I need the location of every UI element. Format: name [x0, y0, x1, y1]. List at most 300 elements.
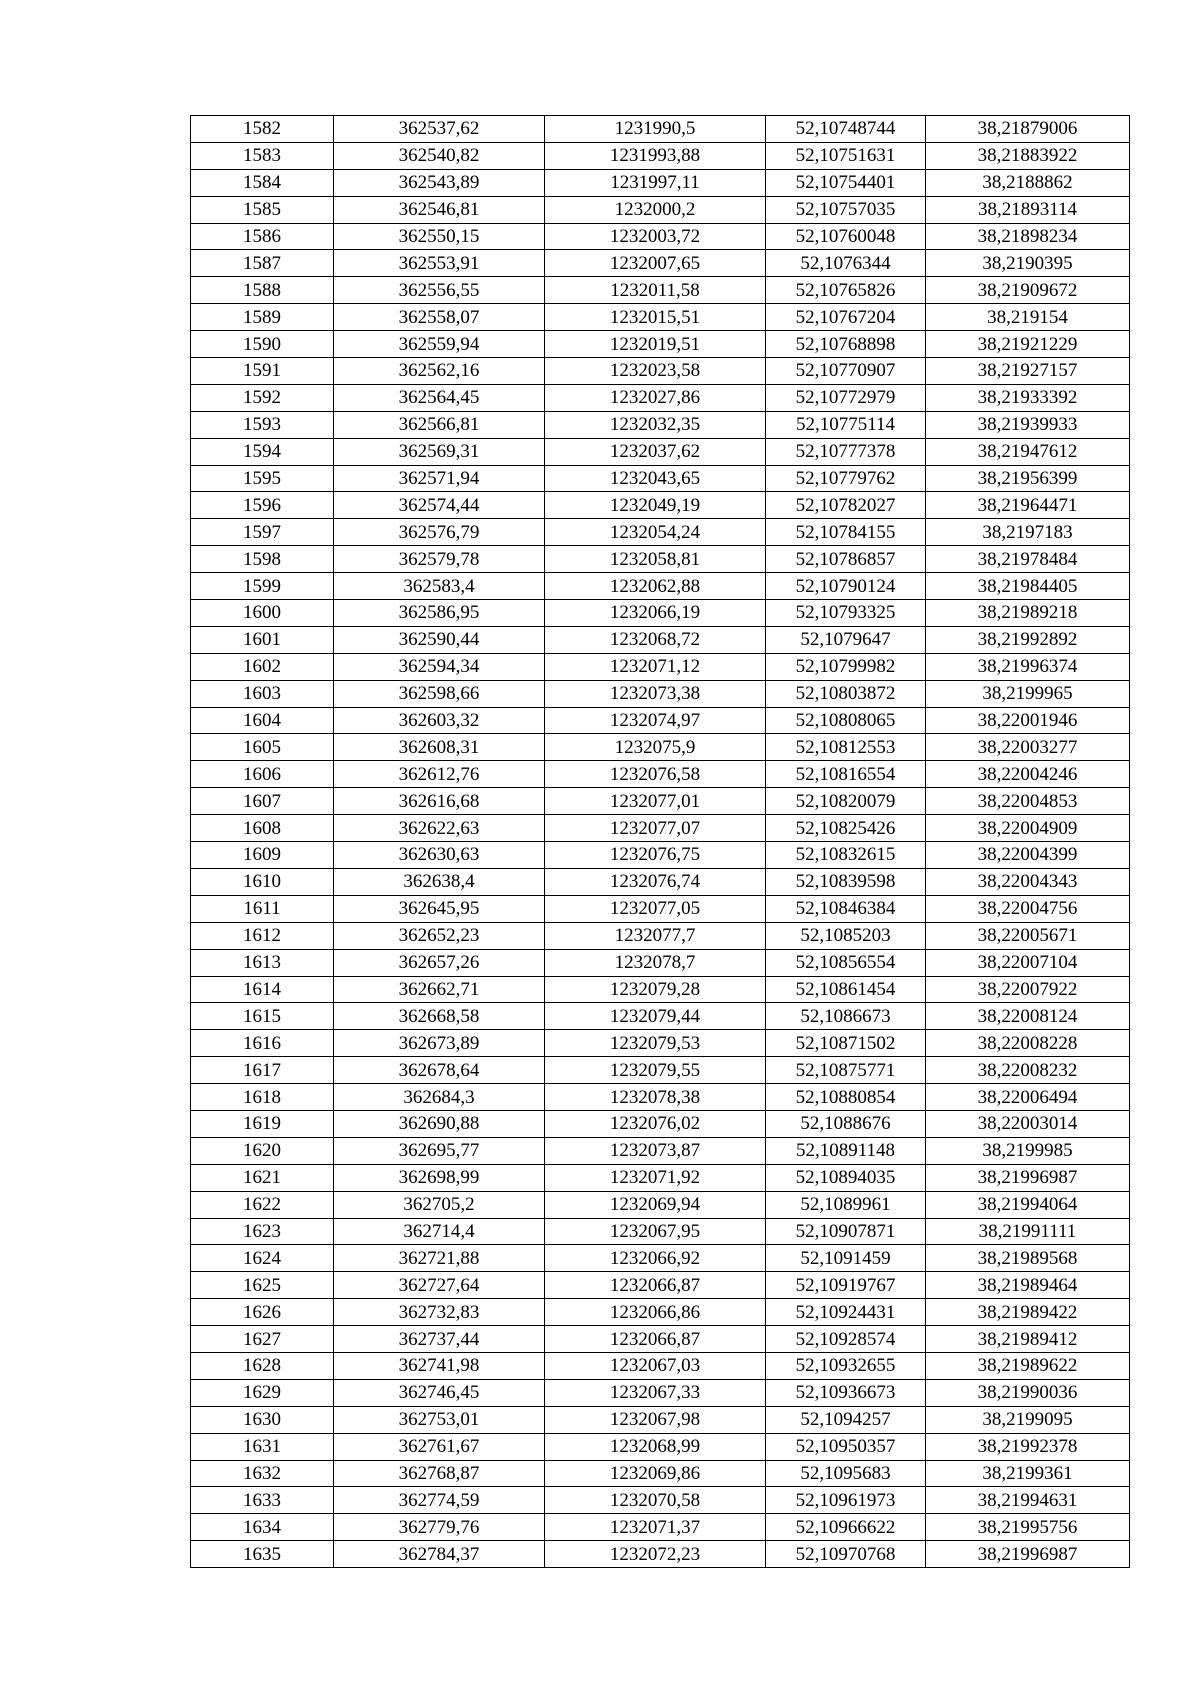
table-row [191, 277, 1130, 304]
point-number-cell: 1594 [191, 438, 334, 465]
x-coordinate-cell: 362559,94 [334, 331, 545, 358]
y-coordinate-cell: 1232073,87 [545, 1137, 766, 1164]
latitude-cell: 52,10765826 [766, 277, 926, 304]
coordinates-table [190, 115, 1130, 1568]
y-coordinate-cell: 1232078,38 [545, 1084, 766, 1111]
point-number-cell: 1591 [191, 358, 334, 385]
y-coordinate-cell: 1232067,33 [545, 1379, 766, 1406]
latitude-cell: 52,1089961 [766, 1191, 926, 1218]
latitude-cell: 52,1091459 [766, 1245, 926, 1272]
y-coordinate-cell: 1232066,87 [545, 1326, 766, 1353]
y-coordinate-cell: 1232043,65 [545, 465, 766, 492]
point-number-cell: 1600 [191, 600, 334, 627]
point-number-cell: 1590 [191, 331, 334, 358]
y-coordinate-cell: 1232023,58 [545, 358, 766, 385]
y-coordinate-cell: 1232037,62 [545, 438, 766, 465]
x-coordinate-cell: 362608,31 [334, 734, 545, 761]
point-number-cell: 1598 [191, 546, 334, 573]
y-coordinate-cell: 1232079,53 [545, 1030, 766, 1057]
table-row [191, 1110, 1130, 1137]
table-row [191, 922, 1130, 949]
y-coordinate-cell: 1232077,01 [545, 788, 766, 815]
latitude-cell: 52,1088676 [766, 1110, 926, 1137]
table-row [191, 788, 1130, 815]
x-coordinate-cell: 362714,4 [334, 1218, 545, 1245]
table-row [191, 949, 1130, 976]
point-number-cell: 1595 [191, 465, 334, 492]
table-row [191, 1460, 1130, 1487]
y-coordinate-cell: 1232078,7 [545, 949, 766, 976]
table-row [191, 1379, 1130, 1406]
y-coordinate-cell: 1232067,98 [545, 1406, 766, 1433]
latitude-cell: 52,10767204 [766, 304, 926, 331]
y-coordinate-cell: 1232027,86 [545, 384, 766, 411]
y-coordinate-cell: 1232076,58 [545, 761, 766, 788]
latitude-cell: 52,10871502 [766, 1030, 926, 1057]
x-coordinate-cell: 362562,16 [334, 358, 545, 385]
point-number-cell: 1619 [191, 1110, 334, 1137]
table-row [191, 1084, 1130, 1111]
y-coordinate-cell: 1232079,44 [545, 1003, 766, 1030]
x-coordinate-cell: 362690,88 [334, 1110, 545, 1137]
y-coordinate-cell: 1232068,72 [545, 626, 766, 653]
latitude-cell: 52,10970768 [766, 1541, 926, 1568]
point-number-cell: 1623 [191, 1218, 334, 1245]
latitude-cell: 52,10775114 [766, 411, 926, 438]
latitude-cell: 52,10856554 [766, 949, 926, 976]
y-coordinate-cell: 1232011,58 [545, 277, 766, 304]
point-number-cell: 1601 [191, 626, 334, 653]
table-row [191, 976, 1130, 1003]
longitude-cell: 38,21996987 [926, 1541, 1130, 1568]
x-coordinate-cell: 362662,71 [334, 976, 545, 1003]
x-coordinate-cell: 362576,79 [334, 519, 545, 546]
x-coordinate-cell: 362546,81 [334, 196, 545, 223]
y-coordinate-cell: 1232072,23 [545, 1541, 766, 1568]
x-coordinate-cell: 362768,87 [334, 1460, 545, 1487]
x-coordinate-cell: 362684,3 [334, 1084, 545, 1111]
x-coordinate-cell: 362537,62 [334, 116, 545, 143]
longitude-cell: 38,21939933 [926, 411, 1130, 438]
point-number-cell: 1585 [191, 196, 334, 223]
y-coordinate-cell: 1231993,88 [545, 142, 766, 169]
latitude-cell: 52,1079647 [766, 626, 926, 653]
x-coordinate-cell: 362645,95 [334, 895, 545, 922]
table-row [191, 1057, 1130, 1084]
table-row [191, 1433, 1130, 1460]
longitude-cell: 38,2199361 [926, 1460, 1130, 1487]
point-number-cell: 1586 [191, 223, 334, 250]
longitude-cell: 38,21989622 [926, 1352, 1130, 1379]
point-number-cell: 1582 [191, 116, 334, 143]
point-number-cell: 1602 [191, 653, 334, 680]
table-row [191, 707, 1130, 734]
latitude-cell: 52,10936673 [766, 1379, 926, 1406]
x-coordinate-cell: 362737,44 [334, 1326, 545, 1353]
point-number-cell: 1616 [191, 1030, 334, 1057]
table-row [191, 653, 1130, 680]
point-number-cell: 1607 [191, 788, 334, 815]
point-number-cell: 1587 [191, 250, 334, 277]
latitude-cell: 52,10875771 [766, 1057, 926, 1084]
y-coordinate-cell: 1232076,75 [545, 842, 766, 869]
x-coordinate-cell: 362574,44 [334, 492, 545, 519]
longitude-cell: 38,21995756 [926, 1514, 1130, 1541]
latitude-cell: 52,10777378 [766, 438, 926, 465]
x-coordinate-cell: 362558,07 [334, 304, 545, 331]
x-coordinate-cell: 362652,23 [334, 922, 545, 949]
x-coordinate-cell: 362556,55 [334, 277, 545, 304]
table-row [191, 1299, 1130, 1326]
table-row [191, 1352, 1130, 1379]
x-coordinate-cell: 362638,4 [334, 868, 545, 895]
y-coordinate-cell: 1232058,81 [545, 546, 766, 573]
x-coordinate-cell: 362571,94 [334, 465, 545, 492]
longitude-cell: 38,22005671 [926, 922, 1130, 949]
latitude-cell: 52,10846384 [766, 895, 926, 922]
y-coordinate-cell: 1232000,2 [545, 196, 766, 223]
x-coordinate-cell: 362564,45 [334, 384, 545, 411]
y-coordinate-cell: 1232071,37 [545, 1514, 766, 1541]
latitude-cell: 52,10793325 [766, 600, 926, 627]
y-coordinate-cell: 1232054,24 [545, 519, 766, 546]
point-number-cell: 1584 [191, 169, 334, 196]
y-coordinate-cell: 1232076,02 [545, 1110, 766, 1137]
point-number-cell: 1589 [191, 304, 334, 331]
table-row [191, 1137, 1130, 1164]
latitude-cell: 52,10772979 [766, 384, 926, 411]
longitude-cell: 38,22003277 [926, 734, 1130, 761]
table-row [191, 573, 1130, 600]
point-number-cell: 1631 [191, 1433, 334, 1460]
longitude-cell: 38,21898234 [926, 223, 1130, 250]
longitude-cell: 38,22008124 [926, 1003, 1130, 1030]
longitude-cell: 38,2199985 [926, 1137, 1130, 1164]
point-number-cell: 1615 [191, 1003, 334, 1030]
x-coordinate-cell: 362566,81 [334, 411, 545, 438]
latitude-cell: 52,1094257 [766, 1406, 926, 1433]
latitude-cell: 52,1076344 [766, 250, 926, 277]
longitude-cell: 38,2190395 [926, 250, 1130, 277]
latitude-cell: 52,10832615 [766, 842, 926, 869]
latitude-cell: 52,10816554 [766, 761, 926, 788]
table-row [191, 895, 1130, 922]
longitude-cell: 38,2199095 [926, 1406, 1130, 1433]
point-number-cell: 1603 [191, 680, 334, 707]
y-coordinate-cell: 1232075,9 [545, 734, 766, 761]
point-number-cell: 1629 [191, 1379, 334, 1406]
longitude-cell: 38,21921229 [926, 331, 1130, 358]
point-number-cell: 1606 [191, 761, 334, 788]
point-number-cell: 1635 [191, 1541, 334, 1568]
y-coordinate-cell: 1232070,58 [545, 1487, 766, 1514]
point-number-cell: 1597 [191, 519, 334, 546]
latitude-cell: 52,10891148 [766, 1137, 926, 1164]
x-coordinate-cell: 362732,83 [334, 1299, 545, 1326]
point-number-cell: 1622 [191, 1191, 334, 1218]
table-row [191, 1164, 1130, 1191]
y-coordinate-cell: 1232077,07 [545, 815, 766, 842]
longitude-cell: 38,21994631 [926, 1487, 1130, 1514]
longitude-cell: 38,21989412 [926, 1326, 1130, 1353]
point-number-cell: 1611 [191, 895, 334, 922]
longitude-cell: 38,21956399 [926, 465, 1130, 492]
point-number-cell: 1588 [191, 277, 334, 304]
longitude-cell: 38,22006494 [926, 1084, 1130, 1111]
point-number-cell: 1609 [191, 842, 334, 869]
point-number-cell: 1632 [191, 1460, 334, 1487]
latitude-cell: 52,10812553 [766, 734, 926, 761]
latitude-cell: 52,10907871 [766, 1218, 926, 1245]
latitude-cell: 52,10861454 [766, 976, 926, 1003]
table-row [191, 492, 1130, 519]
point-number-cell: 1628 [191, 1352, 334, 1379]
x-coordinate-cell: 362583,4 [334, 573, 545, 600]
table-row [191, 331, 1130, 358]
table-row [191, 815, 1130, 842]
longitude-cell: 38,21879006 [926, 116, 1130, 143]
latitude-cell: 52,10825426 [766, 815, 926, 842]
table-row [191, 196, 1130, 223]
x-coordinate-cell: 362630,63 [334, 842, 545, 869]
longitude-cell: 38,219154 [926, 304, 1130, 331]
latitude-cell: 52,10928574 [766, 1326, 926, 1353]
longitude-cell: 38,22004909 [926, 815, 1130, 842]
x-coordinate-cell: 362761,67 [334, 1433, 545, 1460]
y-coordinate-cell: 1232066,19 [545, 600, 766, 627]
table-row [191, 1326, 1130, 1353]
x-coordinate-cell: 362616,68 [334, 788, 545, 815]
point-number-cell: 1624 [191, 1245, 334, 1272]
longitude-cell: 38,21927157 [926, 358, 1130, 385]
table-row [191, 1514, 1130, 1541]
latitude-cell: 52,10803872 [766, 680, 926, 707]
latitude-cell: 52,10748744 [766, 116, 926, 143]
y-coordinate-cell: 1232071,92 [545, 1164, 766, 1191]
latitude-cell: 52,10961973 [766, 1487, 926, 1514]
y-coordinate-cell: 1232071,12 [545, 653, 766, 680]
table-row [191, 116, 1130, 143]
longitude-cell: 38,21893114 [926, 196, 1130, 223]
x-coordinate-cell: 362590,44 [334, 626, 545, 653]
longitude-cell: 38,21883922 [926, 142, 1130, 169]
y-coordinate-cell: 1232007,65 [545, 250, 766, 277]
longitude-cell: 38,22004756 [926, 895, 1130, 922]
point-number-cell: 1610 [191, 868, 334, 895]
point-number-cell: 1583 [191, 142, 334, 169]
table-row [191, 1191, 1130, 1218]
point-number-cell: 1621 [191, 1164, 334, 1191]
longitude-cell: 38,21978484 [926, 546, 1130, 573]
x-coordinate-cell: 362698,99 [334, 1164, 545, 1191]
longitude-cell: 38,2188862 [926, 169, 1130, 196]
table-row [191, 1272, 1130, 1299]
y-coordinate-cell: 1232066,87 [545, 1272, 766, 1299]
table-row [191, 519, 1130, 546]
point-number-cell: 1613 [191, 949, 334, 976]
latitude-cell: 52,1086673 [766, 1003, 926, 1030]
latitude-cell: 52,10894035 [766, 1164, 926, 1191]
y-coordinate-cell: 1232062,88 [545, 573, 766, 600]
latitude-cell: 52,10950357 [766, 1433, 926, 1460]
table-row [191, 761, 1130, 788]
longitude-cell: 38,21933392 [926, 384, 1130, 411]
longitude-cell: 38,21992892 [926, 626, 1130, 653]
y-coordinate-cell: 1232066,86 [545, 1299, 766, 1326]
longitude-cell: 38,22004343 [926, 868, 1130, 895]
latitude-cell: 52,10782027 [766, 492, 926, 519]
longitude-cell: 38,22004399 [926, 842, 1130, 869]
point-number-cell: 1608 [191, 815, 334, 842]
latitude-cell: 52,10808065 [766, 707, 926, 734]
y-coordinate-cell: 1232068,99 [545, 1433, 766, 1460]
longitude-cell: 38,21989464 [926, 1272, 1130, 1299]
table-row [191, 250, 1130, 277]
longitude-cell: 38,22008228 [926, 1030, 1130, 1057]
table-row [191, 411, 1130, 438]
x-coordinate-cell: 362612,76 [334, 761, 545, 788]
point-number-cell: 1626 [191, 1299, 334, 1326]
longitude-cell: 38,21996374 [926, 653, 1130, 680]
x-coordinate-cell: 362678,64 [334, 1057, 545, 1084]
latitude-cell: 52,10799982 [766, 653, 926, 680]
latitude-cell: 52,10790124 [766, 573, 926, 600]
coordinates-table-body [191, 116, 1130, 1568]
y-coordinate-cell: 1232015,51 [545, 304, 766, 331]
x-coordinate-cell: 362774,59 [334, 1487, 545, 1514]
point-number-cell: 1617 [191, 1057, 334, 1084]
latitude-cell: 52,10966622 [766, 1514, 926, 1541]
table-row [191, 1218, 1130, 1245]
x-coordinate-cell: 362569,31 [334, 438, 545, 465]
x-coordinate-cell: 362727,64 [334, 1272, 545, 1299]
longitude-cell: 38,21992378 [926, 1433, 1130, 1460]
y-coordinate-cell: 1232069,86 [545, 1460, 766, 1487]
longitude-cell: 38,21989218 [926, 600, 1130, 627]
x-coordinate-cell: 362705,2 [334, 1191, 545, 1218]
point-number-cell: 1592 [191, 384, 334, 411]
table-row [191, 169, 1130, 196]
y-coordinate-cell: 1232049,19 [545, 492, 766, 519]
latitude-cell: 52,1095683 [766, 1460, 926, 1487]
table-row [191, 438, 1130, 465]
y-coordinate-cell: 1232019,51 [545, 331, 766, 358]
table-row [191, 1003, 1130, 1030]
x-coordinate-cell: 362695,77 [334, 1137, 545, 1164]
table-row [191, 358, 1130, 385]
point-number-cell: 1612 [191, 922, 334, 949]
longitude-cell: 38,22007104 [926, 949, 1130, 976]
latitude-cell: 52,10880854 [766, 1084, 926, 1111]
latitude-cell: 52,10924431 [766, 1299, 926, 1326]
x-coordinate-cell: 362579,78 [334, 546, 545, 573]
latitude-cell: 52,10760048 [766, 223, 926, 250]
point-number-cell: 1633 [191, 1487, 334, 1514]
latitude-cell: 52,10779762 [766, 465, 926, 492]
longitude-cell: 38,21989568 [926, 1245, 1130, 1272]
latitude-cell: 52,10754401 [766, 169, 926, 196]
table-row [191, 842, 1130, 869]
point-number-cell: 1620 [191, 1137, 334, 1164]
y-coordinate-cell: 1232003,72 [545, 223, 766, 250]
latitude-cell: 52,10820079 [766, 788, 926, 815]
x-coordinate-cell: 362598,66 [334, 680, 545, 707]
longitude-cell: 38,22007922 [926, 976, 1130, 1003]
point-number-cell: 1605 [191, 734, 334, 761]
x-coordinate-cell: 362622,63 [334, 815, 545, 842]
y-coordinate-cell: 1232074,97 [545, 707, 766, 734]
latitude-cell: 52,10770907 [766, 358, 926, 385]
x-coordinate-cell: 362741,98 [334, 1352, 545, 1379]
longitude-cell: 38,21947612 [926, 438, 1130, 465]
point-number-cell: 1630 [191, 1406, 334, 1433]
point-number-cell: 1634 [191, 1514, 334, 1541]
x-coordinate-cell: 362784,37 [334, 1541, 545, 1568]
longitude-cell: 38,22008232 [926, 1057, 1130, 1084]
point-number-cell: 1614 [191, 976, 334, 1003]
x-coordinate-cell: 362550,15 [334, 223, 545, 250]
y-coordinate-cell: 1232067,95 [545, 1218, 766, 1245]
table-row [191, 142, 1130, 169]
x-coordinate-cell: 362586,95 [334, 600, 545, 627]
latitude-cell: 52,10919767 [766, 1272, 926, 1299]
table-row [191, 1487, 1130, 1514]
latitude-cell: 52,10751631 [766, 142, 926, 169]
x-coordinate-cell: 362779,76 [334, 1514, 545, 1541]
table-row [191, 1030, 1130, 1057]
table-row [191, 680, 1130, 707]
latitude-cell: 52,10768898 [766, 331, 926, 358]
table-row [191, 734, 1130, 761]
x-coordinate-cell: 362603,32 [334, 707, 545, 734]
y-coordinate-cell: 1232066,92 [545, 1245, 766, 1272]
x-coordinate-cell: 362746,45 [334, 1379, 545, 1406]
longitude-cell: 38,2197183 [926, 519, 1130, 546]
latitude-cell: 52,10786857 [766, 546, 926, 573]
x-coordinate-cell: 362721,88 [334, 1245, 545, 1272]
table-row [191, 304, 1130, 331]
longitude-cell: 38,22003014 [926, 1110, 1130, 1137]
longitude-cell: 38,21994064 [926, 1191, 1130, 1218]
latitude-cell: 52,10757035 [766, 196, 926, 223]
y-coordinate-cell: 1232077,7 [545, 922, 766, 949]
x-coordinate-cell: 362594,34 [334, 653, 545, 680]
point-number-cell: 1627 [191, 1326, 334, 1353]
y-coordinate-cell: 1232076,74 [545, 868, 766, 895]
longitude-cell: 38,21991111 [926, 1218, 1130, 1245]
point-number-cell: 1618 [191, 1084, 334, 1111]
y-coordinate-cell: 1232032,35 [545, 411, 766, 438]
x-coordinate-cell: 362543,89 [334, 169, 545, 196]
latitude-cell: 52,10932655 [766, 1352, 926, 1379]
longitude-cell: 38,22004853 [926, 788, 1130, 815]
longitude-cell: 38,22001946 [926, 707, 1130, 734]
longitude-cell: 38,21964471 [926, 492, 1130, 519]
x-coordinate-cell: 362657,26 [334, 949, 545, 976]
x-coordinate-cell: 362673,89 [334, 1030, 545, 1057]
latitude-cell: 52,10784155 [766, 519, 926, 546]
y-coordinate-cell: 1231990,5 [545, 116, 766, 143]
longitude-cell: 38,2199965 [926, 680, 1130, 707]
y-coordinate-cell: 1232067,03 [545, 1352, 766, 1379]
longitude-cell: 38,21990036 [926, 1379, 1130, 1406]
y-coordinate-cell: 1232077,05 [545, 895, 766, 922]
table-row [191, 384, 1130, 411]
table-row [191, 1406, 1130, 1433]
y-coordinate-cell: 1232079,28 [545, 976, 766, 1003]
longitude-cell: 38,22004246 [926, 761, 1130, 788]
table-row [191, 223, 1130, 250]
